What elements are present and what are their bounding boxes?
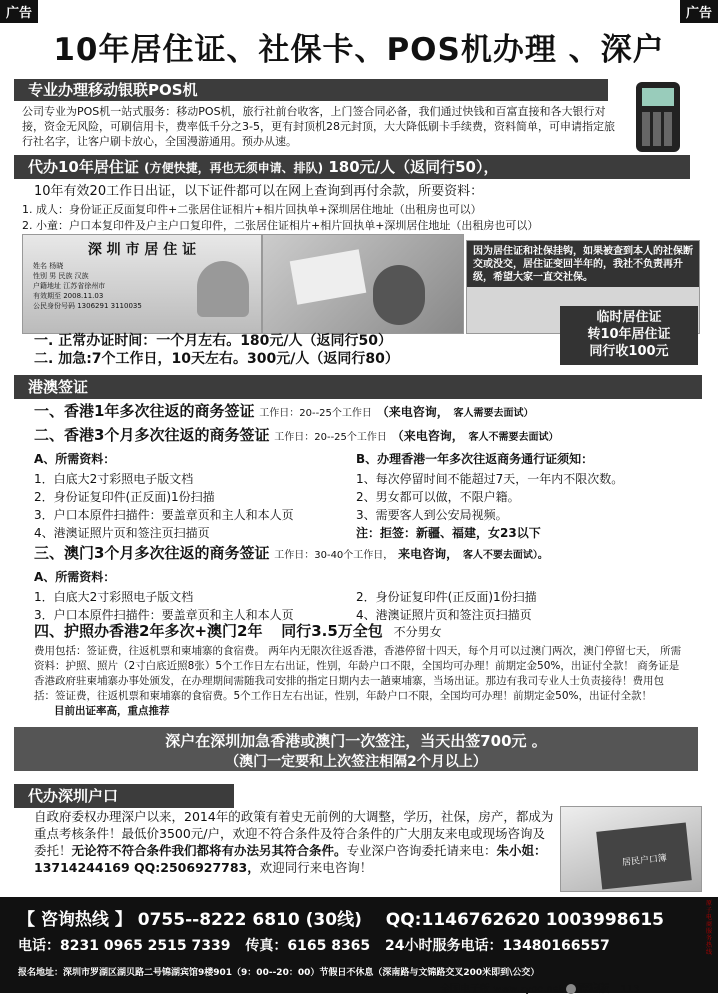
hk-item-1 xyxy=(34,404,533,421)
temp-line: 同行收100元 xyxy=(589,344,669,359)
section-residence-title xyxy=(14,155,690,179)
hk-right-item: 1、每次停留时间不能超过7天，一年内不限次数。 xyxy=(356,472,624,486)
hk-passport-tail: 目前出证率高，重点推荐 xyxy=(54,705,170,717)
residence-card-image xyxy=(22,234,262,334)
footer-hotline xyxy=(18,905,664,930)
hk-left-item: 4、港澳证照片页和签注页扫描页 xyxy=(34,526,210,540)
hk-right-item: 3、需要客人到公安局视频。 xyxy=(356,508,508,522)
card-line: 性别 男 民族 汉族 xyxy=(33,272,89,280)
page-headline: 10年居住证、社保卡、POS机办理 、深户 xyxy=(53,32,665,68)
hk-right-item: 2、男女都可以做，不限户籍。 xyxy=(356,490,520,504)
card-title: 深 圳 市 居 住 证 xyxy=(87,242,197,258)
hk-left-item: 2．身份证复印件(正反面)1份扫描 xyxy=(34,490,215,504)
mo-list-right xyxy=(356,588,537,624)
mo-item: 3．户口本原件扫描件：要盖章页和主人和本人页 xyxy=(34,608,294,622)
card-portrait xyxy=(197,261,249,317)
residence-photo xyxy=(262,234,464,334)
hotline-label: 【 咨询热线 】 xyxy=(18,910,132,930)
zyoo-logo-icon xyxy=(566,984,576,994)
tel-number: 8231 0965 2515 7339 xyxy=(60,938,231,954)
hk-band-line-2: （澳门一定要和上次签注相隔2个月以上） xyxy=(225,754,487,770)
hk-passport-paragraph xyxy=(34,644,684,719)
mo-item: 4、港澳证照片页和签注页扫描页 xyxy=(356,608,532,622)
hk-item-4-head: 四、护照办香港2年多次+澳门2年 xyxy=(34,622,263,640)
residence-title-price: 180元/人（返同行50）， xyxy=(328,158,499,176)
hk-item-1-note: 客人需要去面试） xyxy=(453,408,534,419)
hk-left-list xyxy=(34,470,354,542)
hk-item-1-time: 工作日：20--25个工作日 xyxy=(259,408,372,419)
hk-item-3-note: 客人不要去面试）。 xyxy=(462,550,548,561)
ad-tag-left: 广告 xyxy=(0,0,38,23)
page-number: 113 xyxy=(620,984,640,995)
hk-left-head: A、所需资料： xyxy=(34,452,116,466)
temp-line: 转10年居住证 xyxy=(587,327,671,342)
mo-list-left xyxy=(34,588,294,624)
sz-text: 自政府委权办理深户以来，2014年的政策有着史无前例的大调整，学历，社保，房产，都成为重点考核条件！最低价3500元/户，欢迎不符合条件及符合条件的广大朋友来电或现场咨询及委托！ xyxy=(34,809,554,858)
card-line: 公民身份号码 1306291 3110035 xyxy=(33,302,142,310)
page-edition: 深港版 xyxy=(579,984,610,995)
hukou-book-image xyxy=(560,806,702,892)
card-line: 有效期至 2008.11.03 xyxy=(33,292,104,300)
footer-phones xyxy=(18,935,610,955)
hotline-number: 0755--8222 6810 (30线) xyxy=(137,910,362,930)
section-pos-title: 专业办理移动银联POS机 xyxy=(14,79,608,101)
card-line: 户籍地址 江苏省徐州市 xyxy=(33,282,106,290)
hk-item-2-note: 客人不需要去面试） xyxy=(468,432,559,443)
hk-passport-text: 费用包括：签证费，往返机票和柬埔寨的食宿费。 两年内无限次往返香港，香港停留十四天，每个月可以过澳门两次，澳门停留七天， 所需资料：护照、照片（2寸白底近照8张）5个工作日左右出证，性别，年龄户口不限，全国均可办理！前期定金50%，出证付全款！ 商务证是香港政府驻柬埔寨办事处颁发，在办理期间需随我司安排的指定日期内去一趟柬埔寨，当场出证。那边有我司专业人士负责接待！费用包括：签证费，往返机票和柬埔寨的食宿费。5个工作日左右出证，性别，年龄户口不限，全国均可办理！前期定金50%，出证付全款！ xyxy=(34,645,682,702)
hk-band xyxy=(14,727,698,771)
hk-item-4-note: 不分男女 xyxy=(393,625,442,639)
hk-item-1-head: 一、香港1年多次往返的商务签证 xyxy=(34,402,255,420)
mo-item: 2．身份证复印件(正反面)1份扫描 xyxy=(356,590,537,604)
hk-left-item: 1．白底大2寸彩照电子版文档 xyxy=(34,472,194,486)
hk-item-2-head: 二、香港3个月多次往返的商务签证 xyxy=(34,426,270,444)
fax-label: 传真： xyxy=(245,938,288,954)
sz-tail: 欢迎同行来电咨询！ xyxy=(259,860,373,875)
temp-residence-box xyxy=(560,306,698,365)
sz-bold: 无论符不符合条件我们都将有办法另其符合条件。 xyxy=(71,843,347,858)
hk-item-4-price: 同行3.5万全包 xyxy=(281,622,383,640)
hk-right-list xyxy=(356,470,696,542)
hk-right-head: B、办理香港一年多次往返商务通行证须知： xyxy=(356,452,594,466)
residence-line-1: 10年有效20工作日出证，以下证件都可以在网上查询到再付余款，所要资料： xyxy=(34,184,484,199)
hk-item-2-time: 工作日：20--25个工作日 xyxy=(274,432,387,443)
page-site: 全国电子版 www.zyoo.net xyxy=(440,984,563,995)
fax-number: 6165 8365 xyxy=(287,938,371,954)
footer-address: 报名地址：深圳市罗湖区湖贝路二号锦湖宾馆9楼901（9：00--20：00）节假日不休息（深南路与文锦路交叉200米即到\公交） xyxy=(18,968,540,978)
residence-title-note: (方便快捷，再也无须申请、排队) xyxy=(144,161,324,175)
section-hk-title: 港澳签证 xyxy=(14,375,702,399)
hk-item-2-call: （来电咨询， xyxy=(391,429,464,443)
hk-item-4 xyxy=(34,624,442,640)
h24-label: 24小时服务电话： xyxy=(385,938,503,954)
hk-item-3-head: 三、澳门3个月多次往返的商务签证 xyxy=(34,544,270,562)
mo-head: A、所需资料： xyxy=(34,570,116,584)
residence-line-3: 2. 小童：户口本复印件及户主户口复印件，二张居住证相片+相片回执单+深圳居住地址（出租房也可以） xyxy=(22,219,539,232)
h24-number: 13480166557 xyxy=(502,938,610,954)
residence-urgent-time: 二. 加急:7个工作日，10天左右。300元/人（返同行80） xyxy=(34,351,399,367)
page-footer xyxy=(440,980,639,995)
pos-terminal-image xyxy=(636,82,680,152)
hukou-book-title: 居民户口簿 xyxy=(621,853,668,869)
pos-description: 公司专业为POS机一站式服务：移动POS机，旅行社前台收客，上门签合同必备，我们通过快钱和百富直接和各大银行对接，资金无风险，可刷信用卡，费率低千分之3-5，更有封顶机28元封顶，大大降低刷卡手续费，资料简单，可申请指定旅行社名字，让客户刷卡放心，全国漫游通用。预办从速。 xyxy=(22,105,615,148)
tel-label: 电话： xyxy=(18,938,60,954)
residence-notice: 因为居住证和社保挂钩，如果被查到本人的社保断交或没交，居住证变回半年的，我社不负责再升级，希望大家一直交社保。 xyxy=(467,241,699,287)
footer-contact xyxy=(0,897,718,993)
ad-tag-right: 广告 xyxy=(680,0,718,23)
sz-contact-label: 专业深户咨询委托请来电： xyxy=(346,843,497,858)
hk-item-1-call: （来电咨询， xyxy=(376,405,449,419)
footer-qq: QQ:1146762620 1003998615 xyxy=(385,910,664,930)
hk-band-line-1: 深户在深圳加急香港或澳门一次签注，当天出签700元 。 xyxy=(165,732,547,750)
temp-line: 临时居住证 xyxy=(596,310,662,325)
residence-normal-time: 一. 正常办证时间：一个月左右。180元/人（返同行50） xyxy=(34,333,393,349)
residence-title: 代办10年居住证 xyxy=(28,158,139,176)
mo-item: 1．白底大2寸彩照电子版文档 xyxy=(34,590,194,604)
hk-left-item: 3．户口本原件扫描件：要盖章页和主人和本人页 xyxy=(34,508,294,522)
hk-item-3-time: 工作日：30-40个工作日， xyxy=(274,550,394,561)
section-sz-title: 代办深圳户口 xyxy=(14,784,234,808)
sz-paragraph xyxy=(34,808,554,876)
footer-side-note: 原子电商服务热线 xyxy=(706,900,713,956)
card-line: 姓名 杨晓 xyxy=(33,262,64,270)
sz-contact: 朱小姐：13714244169 QQ:2506927783， xyxy=(34,843,547,875)
hk-item-3-call: 来电咨询， xyxy=(398,547,459,561)
hk-item-3 xyxy=(34,546,548,563)
hk-right-item: 注：拒签：新疆、福建，女23以下 xyxy=(356,526,541,540)
hk-item-2 xyxy=(34,428,558,445)
residence-line-2: 1. 成人：身份证正反面复印件+二张居住证相片+相片回执单+深圳居住地址（出租房也可以） xyxy=(22,203,482,216)
